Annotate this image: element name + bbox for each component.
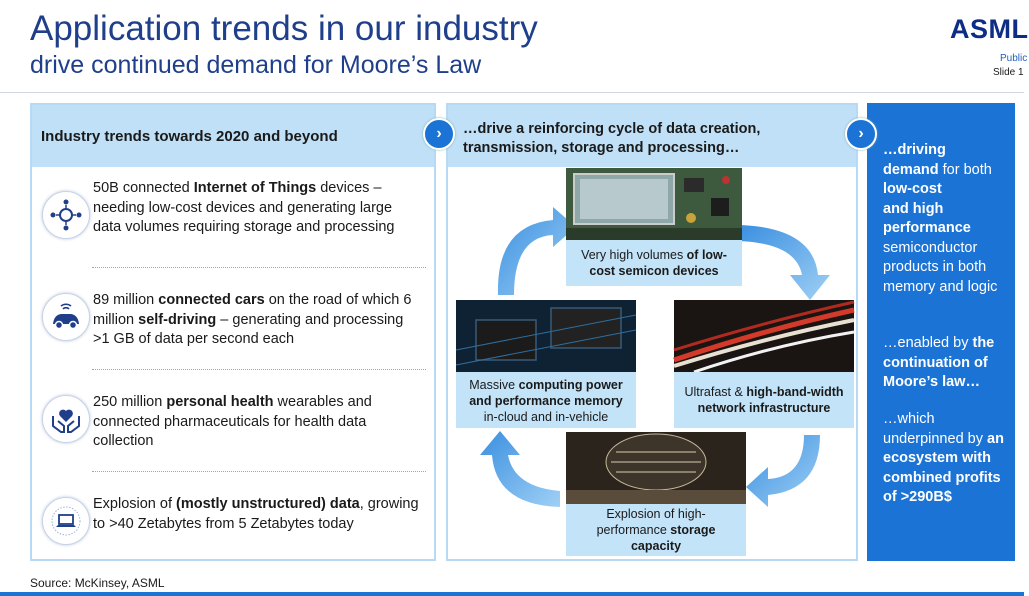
cycle-arrow-top-right xyxy=(738,225,830,300)
ecosystem-text: …which underpinned by an ecosystem with combined profits of >290B$ xyxy=(883,411,1004,505)
cycle-arrow-bottom-right xyxy=(746,435,820,507)
data-cycle-heading-line1: …drive a reinforcing cycle of data creation, xyxy=(463,121,761,137)
cycle-arrow-top-left xyxy=(498,207,576,295)
moores-law-text: …enabled by the continuation of Moore’s law… xyxy=(883,335,995,390)
footer-bar xyxy=(0,592,1024,596)
driving-demand-text: …driving demand for both low-cost and high performance semiconductor products in both memory and logic xyxy=(883,142,998,295)
classification-label: Public xyxy=(1000,53,1028,64)
chevron-right-icon: › xyxy=(845,118,877,150)
trend-separator xyxy=(92,267,426,268)
trend-data-text: Explosion of (mostly unstructured) data, growing to >40 Zetabytes from 5 Zetabytes today xyxy=(93,496,419,532)
caption-computing-power: Massive computing power and performance memory in-cloud and in-vehicle xyxy=(456,372,636,428)
data-cycle-heading-line2: transmission, storage and processing… xyxy=(463,140,740,156)
trend-separator xyxy=(92,369,426,370)
memory-chips-image xyxy=(456,300,636,372)
caption-storage-capacity: Explosion of high- performance storage capacity xyxy=(566,504,746,556)
data-cycle-panel xyxy=(446,103,858,561)
trend-cars-text: 89 million connected cars on the road of which 6 million self-driving – generating and processing >1 GB of data per second each xyxy=(93,292,412,347)
data-cycle-heading xyxy=(448,105,856,167)
slide-subtitle: drive continued demand for Moore’s Law xyxy=(30,51,482,79)
trend-personal-health xyxy=(32,379,434,479)
slide-number: Slide 1 xyxy=(993,67,1024,78)
iot-network-icon xyxy=(42,191,90,239)
trend-connected-cars xyxy=(32,277,434,377)
trend-iot xyxy=(32,175,434,275)
slide-title: Application trends in our industry xyxy=(30,9,538,48)
caption-semicon-devices: Very high volumes of low- cost semicon devices xyxy=(566,240,742,286)
header-divider xyxy=(0,92,1024,93)
trend-iot-text: 50B connected Internet of Things devices – needing low-cost devices and generating large data volumes requiring storage and processing xyxy=(93,180,395,235)
source-note: Source: McKinsey, ASML xyxy=(30,576,165,590)
industry-trends-heading: Industry trends towards 2020 and beyond xyxy=(32,105,434,167)
connected-car-icon xyxy=(42,293,90,341)
cycle-arrow-bottom-left xyxy=(480,431,560,507)
light-trails-image xyxy=(674,300,854,372)
trend-health-text: 250 million personal health wearables and connected pharmaceuticals for health data collection xyxy=(93,394,372,449)
data-storage-image xyxy=(566,432,746,504)
caption-network-infrastructure: Ultrafast & high-band-width network infrastructure xyxy=(674,372,854,428)
chevron-right-icon: › xyxy=(423,118,455,150)
data-laptop-icon xyxy=(42,497,90,545)
asml-logo: ASML xyxy=(950,14,1029,44)
trend-separator xyxy=(92,471,426,472)
circuit-board-image xyxy=(566,168,742,240)
health-hands-icon xyxy=(42,395,90,443)
trend-data-explosion xyxy=(32,481,434,581)
industry-trends-panel xyxy=(30,103,436,561)
driving-demand-panel xyxy=(867,103,1015,561)
